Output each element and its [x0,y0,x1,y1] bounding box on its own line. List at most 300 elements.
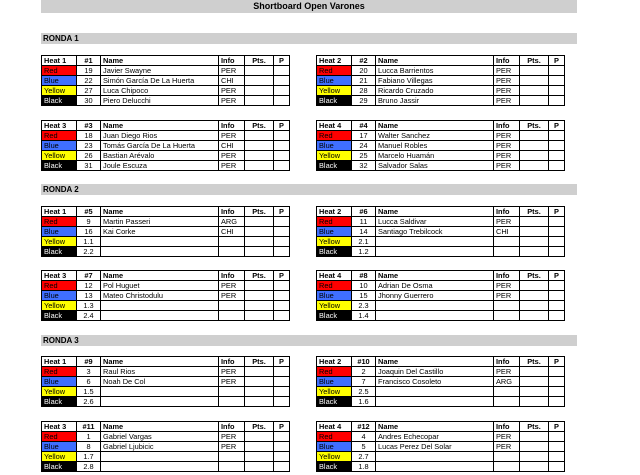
surfer-number-cell: 1.3 [77,301,101,311]
jersey-color-cell: Yellow [42,301,77,311]
table-row [317,217,565,227]
points-cell [520,86,549,96]
surfer-number-cell: 12 [77,281,101,291]
surfer-name-cell: Francisco Cosoleto [376,377,494,387]
surfer-name-cell: Manuel Robles [376,141,494,151]
surfer-name-cell: Joaquin Del Castillo [376,367,494,377]
points-cell [245,141,274,151]
points-cell [245,86,274,96]
surfer-name-cell: Bruno Jassir [376,96,494,106]
table-row [42,442,290,452]
country-cell: PER [219,281,245,291]
column-header-name: Name [101,271,219,281]
column-header-p: P [274,121,290,131]
column-header-name: Name [101,56,219,66]
heat-table [316,356,565,407]
surfer-number-cell: 6 [77,377,101,387]
country-cell: PER [219,66,245,76]
position-cell [274,247,290,257]
jersey-color-cell: Yellow [317,387,352,397]
country-cell: PER [219,432,245,442]
points-cell [245,96,274,106]
heat-header-row [317,121,565,131]
jersey-color-cell: Red [317,217,352,227]
position-cell [549,432,565,442]
heat-table [316,55,565,106]
surfer-number-cell: 1.4 [352,311,376,321]
country-cell: CHI [494,227,520,237]
country-cell [219,311,245,321]
heat-header-row [317,357,565,367]
country-cell: PER [494,367,520,377]
points-cell [245,367,274,377]
table-row [317,311,565,321]
column-header-info: Info [219,422,245,432]
surfer-number-cell: 9 [77,217,101,227]
surfer-name-cell: Jhonny Guerrero [376,291,494,301]
jersey-color-cell: Blue [42,227,77,237]
table-row [317,76,565,86]
heat-header-row [317,56,565,66]
position-cell [549,227,565,237]
jersey-color-cell: Red [317,432,352,442]
country-cell [219,247,245,257]
country-cell [494,311,520,321]
surfer-number-cell: 22 [77,76,101,86]
position-cell [549,397,565,407]
surfer-number-cell: 20 [352,66,376,76]
table-row [42,237,290,247]
heat-number: #8 [352,271,376,281]
points-cell [520,367,549,377]
heat-number: #10 [352,357,376,367]
surfer-number-cell: 10 [352,281,376,291]
surfer-number-cell: 2.1 [352,237,376,247]
jersey-color-cell: Yellow [317,452,352,462]
heat-label: Heat 3 [42,121,77,131]
surfer-number-cell: 2.8 [77,462,101,472]
table-row [317,432,565,442]
heat-number: #11 [77,422,101,432]
position-cell [274,377,290,387]
surfer-number-cell: 1.8 [352,462,376,472]
surfer-name-cell [101,237,219,247]
surfer-name-cell [101,387,219,397]
surfer-name-cell [376,452,494,462]
column-header-p: P [274,422,290,432]
surfer-number-cell: 25 [352,151,376,161]
column-header-p: P [549,422,565,432]
country-cell [219,387,245,397]
table-row [317,161,565,171]
points-cell [245,397,274,407]
surfer-name-cell: Simón García De La Huerta [101,76,219,86]
table-row [42,397,290,407]
surfer-number-cell: 15 [352,291,376,301]
jersey-color-cell: Yellow [317,237,352,247]
page-title: Shortboard Open Varones [41,0,577,13]
surfer-name-cell: Ricardo Cruzado [376,86,494,96]
points-cell [245,217,274,227]
surfer-name-cell [101,462,219,472]
surfer-name-cell [376,237,494,247]
jersey-color-cell: Blue [42,141,77,151]
jersey-color-cell: Blue [42,377,77,387]
jersey-color-cell: Red [42,367,77,377]
country-cell: PER [494,131,520,141]
jersey-color-cell: Red [42,131,77,141]
jersey-color-cell: Yellow [317,151,352,161]
heat-table [316,270,565,321]
table-row [42,291,290,301]
country-cell: PER [494,442,520,452]
surfer-name-cell: Noah De Col [101,377,219,387]
column-header-pts: Pts. [520,207,549,217]
surfer-number-cell: 7 [352,377,376,387]
heat-header-row [42,357,290,367]
table-row [317,397,565,407]
surfer-number-cell: 29 [352,96,376,106]
country-cell: PER [219,161,245,171]
surfer-name-cell [101,247,219,257]
position-cell [549,301,565,311]
surfer-name-cell: Andres Echecopar [376,432,494,442]
surfer-number-cell: 18 [77,131,101,141]
column-header-info: Info [494,357,520,367]
column-header-name: Name [376,121,494,131]
column-header-name: Name [376,271,494,281]
country-cell: PER [219,96,245,106]
country-cell: CHI [219,141,245,151]
surfer-number-cell: 3 [77,367,101,377]
jersey-color-cell: Red [317,131,352,141]
jersey-color-cell: Blue [317,76,352,86]
heat-label: Heat 1 [42,357,77,367]
jersey-color-cell: Black [42,397,77,407]
country-cell: CHI [219,227,245,237]
position-cell [274,217,290,227]
heat-number: #3 [77,121,101,131]
column-header-info: Info [219,207,245,217]
points-cell [245,432,274,442]
country-cell: PER [494,217,520,227]
country-cell [494,397,520,407]
position-cell [274,301,290,311]
country-cell: PER [219,442,245,452]
surfer-name-cell: Luca Chipoco [101,86,219,96]
surfer-number-cell: 19 [77,66,101,76]
surfer-name-cell: Martin Passeri [101,217,219,227]
jersey-color-cell: Black [42,161,77,171]
jersey-color-cell: Blue [317,377,352,387]
position-cell [549,141,565,151]
points-cell [520,66,549,76]
position-cell [274,161,290,171]
table-row [42,141,290,151]
position-cell [549,462,565,472]
points-cell [245,442,274,452]
heat-table [41,270,290,321]
country-cell [219,237,245,247]
points-cell [520,76,549,86]
round-header: RONDA 3 [41,335,577,346]
column-header-pts: Pts. [520,357,549,367]
surfer-number-cell: 2.4 [77,311,101,321]
surfer-name-cell: Gabriel Vargas [101,432,219,442]
surfer-number-cell: 1.2 [352,247,376,257]
heat-header-row [42,121,290,131]
position-cell [549,161,565,171]
table-row [42,86,290,96]
jersey-color-cell: Yellow [42,86,77,96]
position-cell [274,76,290,86]
column-header-info: Info [219,121,245,131]
column-header-name: Name [376,422,494,432]
position-cell [274,66,290,76]
table-row [317,442,565,452]
points-cell [520,141,549,151]
heat-label: Heat 3 [42,422,77,432]
surfer-name-cell: Fabiano Villegas [376,76,494,86]
round-header: RONDA 1 [41,33,577,44]
country-cell: PER [494,432,520,442]
jersey-color-cell: Black [317,96,352,106]
points-cell [245,291,274,301]
column-header-p: P [549,357,565,367]
position-cell [274,227,290,237]
surfer-number-cell: 17 [352,131,376,141]
table-row [317,141,565,151]
points-cell [520,151,549,161]
heat-table [41,55,290,106]
country-cell: PER [219,151,245,161]
column-header-info: Info [219,271,245,281]
column-header-info: Info [494,207,520,217]
jersey-color-cell: Blue [317,227,352,237]
points-cell [520,432,549,442]
surfer-name-cell [101,311,219,321]
surfer-number-cell: 2 [352,367,376,377]
column-header-pts: Pts. [520,56,549,66]
column-header-p: P [274,207,290,217]
jersey-color-cell: Black [317,161,352,171]
surfer-number-cell: 31 [77,161,101,171]
table-row [317,66,565,76]
points-cell [520,96,549,106]
points-cell [245,66,274,76]
country-cell: CHI [219,76,245,86]
points-cell [520,387,549,397]
position-cell [549,86,565,96]
column-header-pts: Pts. [245,56,274,66]
country-cell: PER [219,377,245,387]
country-cell [219,462,245,472]
position-cell [549,452,565,462]
points-cell [520,227,549,237]
points-cell [520,311,549,321]
surfer-name-cell: Kai Corke [101,227,219,237]
heat-number: #6 [352,207,376,217]
country-cell [219,301,245,311]
country-cell: PER [494,86,520,96]
position-cell [549,281,565,291]
surfer-name-cell: Adrian De Osma [376,281,494,291]
column-header-info: Info [494,271,520,281]
heat-table [41,421,290,472]
heat-label: Heat 1 [42,207,77,217]
surfer-name-cell: Marcelo Huamán [376,151,494,161]
column-header-info: Info [219,357,245,367]
position-cell [549,311,565,321]
points-cell [520,452,549,462]
country-cell: PER [219,131,245,141]
surfer-name-cell: Mateo Christodulu [101,291,219,301]
surfer-name-cell: Walter Sanchez [376,131,494,141]
heat-label: Heat 4 [317,121,352,131]
column-header-name: Name [101,121,219,131]
column-header-pts: Pts. [520,422,549,432]
heat-header-row [42,271,290,281]
heat-number: #1 [77,56,101,66]
heat-number: #4 [352,121,376,131]
table-row [42,76,290,86]
table-row [317,387,565,397]
column-header-info: Info [494,56,520,66]
surfer-number-cell: 1.7 [77,452,101,462]
surfer-number-cell: 26 [77,151,101,161]
position-cell [549,291,565,301]
position-cell [549,151,565,161]
surfer-number-cell: 2.7 [352,452,376,462]
column-header-p: P [549,56,565,66]
position-cell [274,397,290,407]
heat-number: #9 [77,357,101,367]
jersey-color-cell: Yellow [317,301,352,311]
surfer-name-cell: Lucas Perez Del Solar [376,442,494,452]
heat-number: #7 [77,271,101,281]
surfer-name-cell [376,311,494,321]
position-cell [274,131,290,141]
surfer-number-cell: 2.3 [352,301,376,311]
jersey-color-cell: Blue [42,76,77,86]
column-header-pts: Pts. [245,422,274,432]
surfer-number-cell: 13 [77,291,101,301]
table-row [42,96,290,106]
surfer-number-cell: 2.6 [77,397,101,407]
heat-header-row [317,207,565,217]
surfer-name-cell [376,301,494,311]
surfer-number-cell: 1.1 [77,237,101,247]
heat-header-row [42,56,290,66]
jersey-color-cell: Red [42,281,77,291]
position-cell [274,281,290,291]
table-row [42,462,290,472]
jersey-color-cell: Black [42,311,77,321]
surfer-number-cell: 28 [352,86,376,96]
column-header-info: Info [494,121,520,131]
country-cell: PER [219,86,245,96]
column-header-name: Name [101,357,219,367]
surfer-number-cell: 1.5 [77,387,101,397]
jersey-color-cell: Black [42,96,77,106]
table-row [42,131,290,141]
points-cell [245,161,274,171]
column-header-p: P [549,121,565,131]
surfer-number-cell: 32 [352,161,376,171]
points-cell [245,301,274,311]
surfer-number-cell: 8 [77,442,101,452]
heat-table [41,120,290,171]
table-row [317,367,565,377]
surfer-name-cell: Santiago Trebilcock [376,227,494,237]
points-cell [520,247,549,257]
heat-label: Heat 2 [317,207,352,217]
column-header-pts: Pts. [245,357,274,367]
surfer-number-cell: 16 [77,227,101,237]
points-cell [245,377,274,387]
position-cell [549,131,565,141]
surfer-number-cell: 23 [77,141,101,151]
surfer-name-cell [101,301,219,311]
points-cell [520,442,549,452]
country-cell [494,301,520,311]
column-header-name: Name [376,56,494,66]
table-row [42,161,290,171]
position-cell [274,96,290,106]
column-header-name: Name [101,207,219,217]
position-cell [549,367,565,377]
surfer-number-cell: 2.5 [352,387,376,397]
jersey-color-cell: Red [42,66,77,76]
jersey-color-cell: Black [42,462,77,472]
heat-number: #2 [352,56,376,66]
points-cell [245,131,274,141]
table-row [42,452,290,462]
position-cell [549,442,565,452]
country-cell [494,247,520,257]
table-row [317,151,565,161]
points-cell [245,76,274,86]
points-cell [245,311,274,321]
table-row [317,377,565,387]
points-cell [520,291,549,301]
jersey-color-cell: Blue [317,141,352,151]
jersey-color-cell: Blue [317,442,352,452]
table-row [42,247,290,257]
position-cell [274,387,290,397]
heat-label: Heat 2 [317,357,352,367]
jersey-color-cell: Yellow [42,151,77,161]
surfer-name-cell: Salvador Salas [376,161,494,171]
points-cell [245,247,274,257]
points-cell [520,161,549,171]
position-cell [274,452,290,462]
jersey-color-cell: Yellow [42,387,77,397]
table-row [42,377,290,387]
table-row [42,301,290,311]
heat-table [316,120,565,171]
surfer-number-cell: 21 [352,76,376,86]
jersey-color-cell: Red [317,281,352,291]
position-cell [274,442,290,452]
surfer-name-cell: Tomás García De La Huerta [101,141,219,151]
jersey-color-cell: Black [317,311,352,321]
country-cell: PER [219,291,245,301]
heat-header-row [42,422,290,432]
position-cell [549,66,565,76]
heat-table [316,206,565,257]
points-cell [520,397,549,407]
